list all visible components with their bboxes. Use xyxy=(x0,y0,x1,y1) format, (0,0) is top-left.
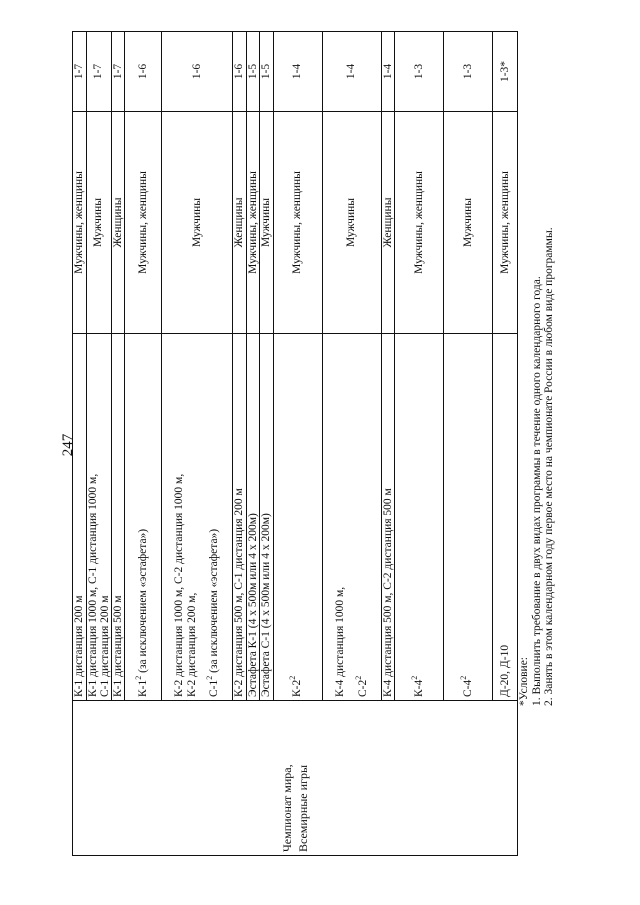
rank-cell: 1-5 xyxy=(260,32,274,112)
gender-cell: Мужчины xyxy=(260,112,274,334)
table-row xyxy=(73,32,87,856)
footnote-mark: 2 xyxy=(409,675,419,680)
rank-cell: 1-7 xyxy=(73,32,87,112)
discipline-text: С-2 xyxy=(356,679,369,697)
discipline-text: К-1 xyxy=(136,679,149,697)
footnote-mark: 2 xyxy=(458,675,468,680)
rank-cell: 1-4 xyxy=(322,32,381,112)
rotated-table-sheet xyxy=(72,38,555,856)
footnote-mark: 2 xyxy=(288,675,298,680)
discipline-line: К-2 дистанция 1000 м, С-2 дистанция 1000 м, xyxy=(173,473,186,697)
discipline-line xyxy=(353,337,370,697)
rank-cell: 1-4 xyxy=(381,32,395,112)
rank-cell: 1-6 xyxy=(162,32,233,112)
discipline-text: С-1 xyxy=(208,679,221,697)
line-gap xyxy=(347,337,357,697)
line-gap xyxy=(198,337,208,697)
discipline-cell: К-2 дистанция 500 м, С-1 дистанция 200 м xyxy=(233,334,247,701)
rank-cell: 1-6 xyxy=(233,32,247,112)
discipline-text: С-4 xyxy=(461,679,474,697)
gender-cell: Мужчины, женщины xyxy=(273,112,322,334)
discipline-cell: Эстафета К-1 (4 х 500м или 4 х 200м) xyxy=(246,334,260,701)
discipline-line: К-4 дистанция 1000 м, xyxy=(334,586,346,697)
discipline-cell xyxy=(86,334,111,701)
discipline-text: К-4 xyxy=(412,679,425,697)
gender-cell: Мужчины, женщины xyxy=(246,112,260,334)
gender-cell: Женщины xyxy=(381,112,395,334)
discipline-cell: К-4 дистанция 500 м, С-2 дистанция 500 м xyxy=(381,334,395,701)
discipline-cell: К-1 дистанция 500 м xyxy=(111,334,125,701)
gender-cell: Мужчины, женщины xyxy=(493,112,518,334)
category-label-line1: Чемпионат мира, xyxy=(280,764,294,852)
rank-cell: 1-3 xyxy=(395,32,444,112)
gender-cell: Мужчины, женщины xyxy=(73,112,87,334)
rank-cell: 1-3 xyxy=(444,32,493,112)
discipline-line xyxy=(205,337,221,697)
rank-cell: 1-6 xyxy=(125,32,162,112)
gender-cell: Мужчины xyxy=(444,112,493,334)
gender-cell: Женщины xyxy=(111,112,125,334)
discipline-line: К-1 дистанция 1000 м, С-1 дистанция 1000 м, xyxy=(86,473,99,697)
discipline-line: К-2 дистанция 200 м, xyxy=(185,592,198,697)
discipline-cell xyxy=(322,334,381,701)
ranking-table xyxy=(72,31,518,856)
gender-cell: Мужчины xyxy=(162,112,233,334)
rank-cell: 1-7 xyxy=(111,32,125,112)
discipline-text: К-2 xyxy=(291,679,304,697)
gender-cell: Женщины xyxy=(233,112,247,334)
page-number: 247 xyxy=(60,433,76,457)
gender-cell: Мужчины xyxy=(322,112,381,334)
footnote-condition: *Условие: xyxy=(518,657,530,706)
rank-cell: 1-3* xyxy=(493,32,518,112)
footnote-item: 2. Занять в этом календарном году первое место на чемпионате России в любом виде программы. xyxy=(543,227,555,706)
discipline-text: (за исключением «эстафета») xyxy=(208,528,221,676)
discipline-cell xyxy=(273,334,322,701)
discipline-cell xyxy=(395,334,444,701)
category-label-line2: Всемирные игры xyxy=(296,764,310,852)
footnote-item: 1. Выполнить требование в двух видах программы в течение одного календарного года. xyxy=(530,276,543,706)
footnote-mark: 2 xyxy=(205,675,215,680)
gender-cell: Мужчины xyxy=(86,112,111,334)
discipline-cell xyxy=(444,334,493,701)
discipline-cell xyxy=(125,334,162,701)
discipline-cell: К-1 дистанция 200 м xyxy=(73,334,87,701)
category-cell xyxy=(73,701,518,856)
footnotes xyxy=(518,38,556,856)
discipline-cell xyxy=(162,334,233,701)
discipline-line: С-1 дистанция 200 м xyxy=(98,595,111,697)
rank-cell: 1-5 xyxy=(246,32,260,112)
discipline-cell: Д-20, Д-10 xyxy=(493,334,518,701)
footnote-mark: 2 xyxy=(353,675,363,680)
discipline-text: (за исключением «эстафета») xyxy=(136,528,149,676)
rank-cell: 1-4 xyxy=(273,32,322,112)
discipline-cell: Эстафета С-1 (4 х 500м или 4 х 200м) xyxy=(260,334,274,701)
gender-cell: Мужчины, женщины xyxy=(125,112,162,334)
gender-cell: Мужчины, женщины xyxy=(395,112,444,334)
footnote-mark: 2 xyxy=(133,675,143,680)
rank-cell: 1-7 xyxy=(86,32,111,112)
